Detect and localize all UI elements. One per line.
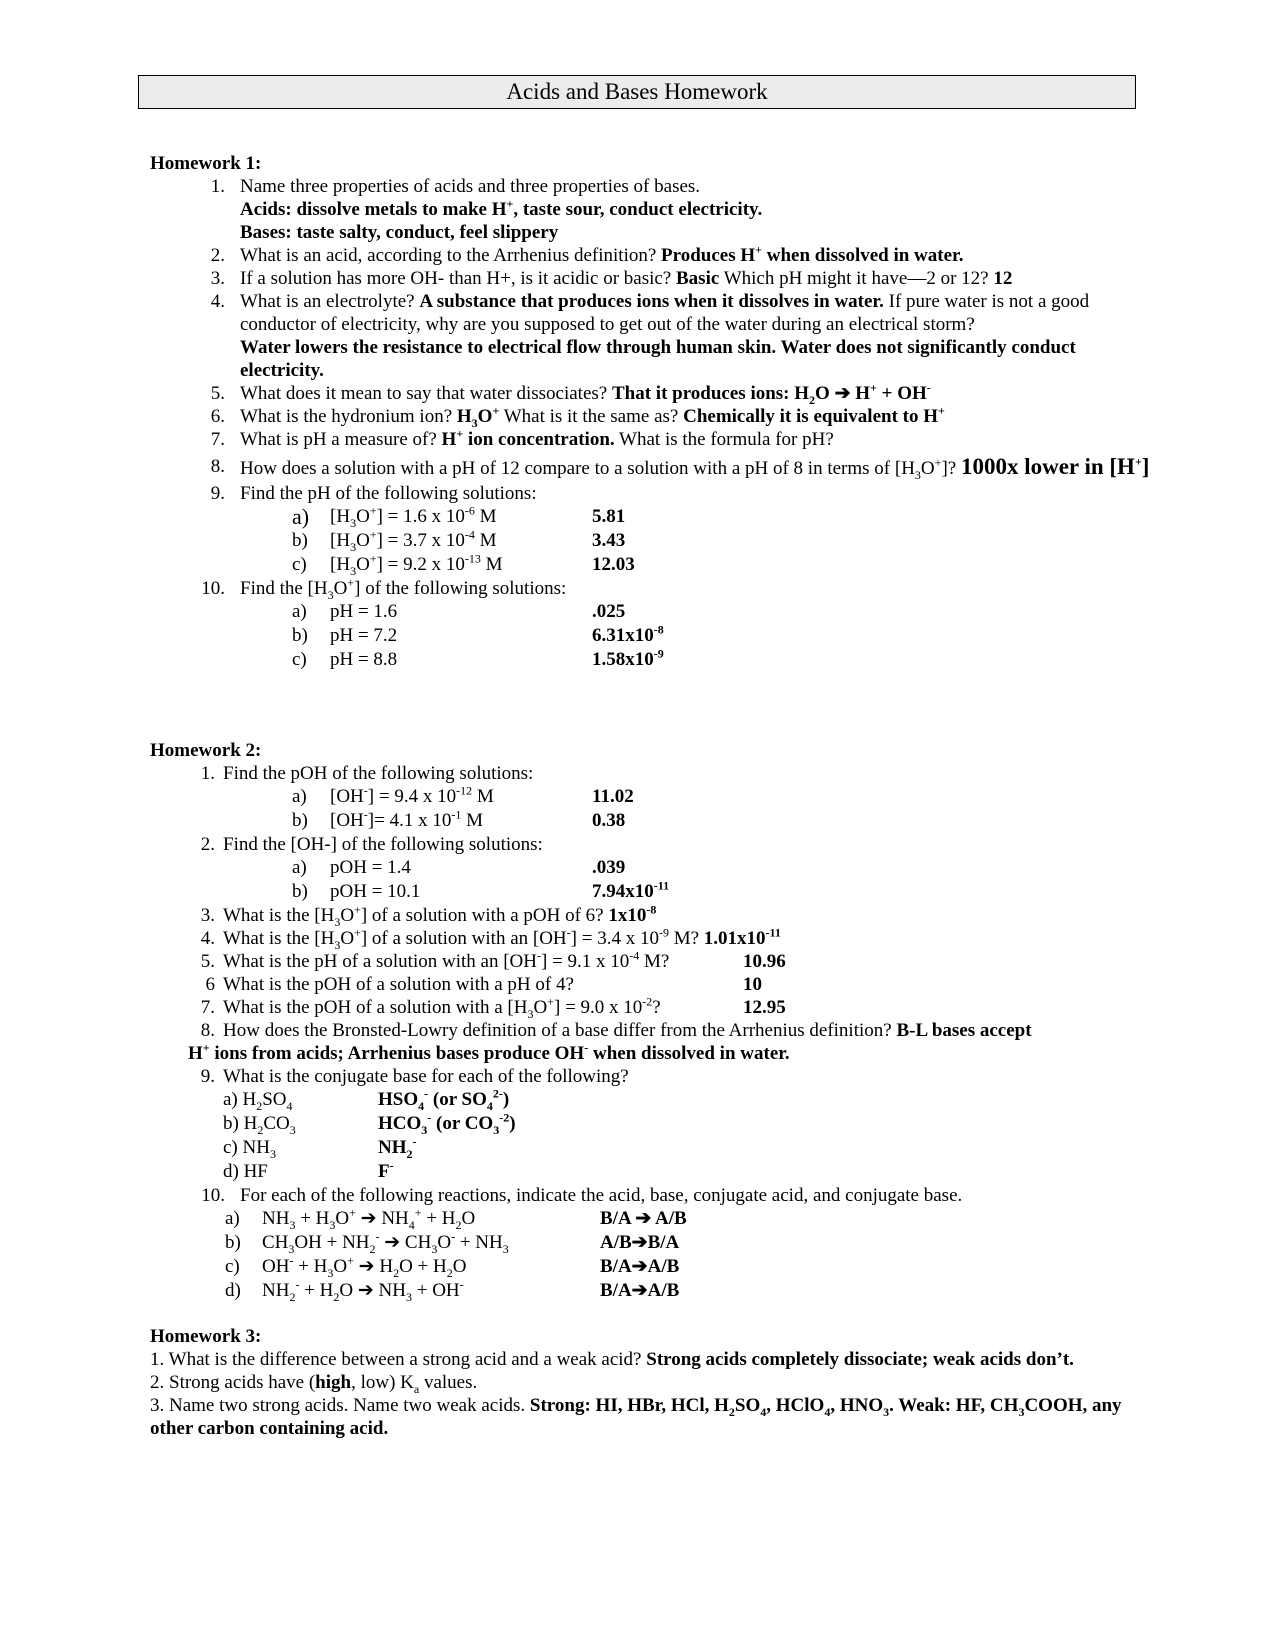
hw1-question-4: 4. What is an electrolyte? A substance that produces ions when it dissolves in water. If pure water is not a good conductor of electricity, why are you supposed to get out of the water during an electrical storm? Water lowers the resistance to electrical flow through human skin. Water does not significantly conduct electricity.: [210, 291, 1090, 381]
homework-1-heading: Homework 1:: [150, 153, 262, 174]
hw2-question-1: 1. Find the pOH of the following solutions:: [200, 763, 534, 784]
hw1-question-7: 7. What is pH a measure of? H+ ion concentration. What is the formula for pH?: [210, 426, 834, 450]
hw1-question-8: 8. How does a solution with a pH of 12 compare to a solution with a pH of 8 in terms of $[H_3O^+]$? 1000x lower in [H+]: [210, 454, 1150, 482]
list-item: b) $H_2CO_3$ $HCO_3^-$ (or $CO_3^{-2}$): [223, 1110, 516, 1137]
page-title: Acids and Bases Homework: [138, 75, 1136, 109]
list-item: a) $NH_3 + H_3O^+$ ➔ $NH_4^+ + H_2O$ B/A ➔ A/B: [225, 1205, 687, 1232]
list-item: a) [OH-] = 9.4 x $10^{-12}$ M 11.02: [292, 783, 634, 807]
list-item: c) $NH_3$ $NH_2^-$: [223, 1134, 417, 1161]
hw2-q10-list: [150, 1207, 1150, 1303]
list-item: b) $[H_3O^+] = 3.7$ x $10^{-4}$ M 3.43: [292, 527, 626, 554]
hw3-question-1: 1. What is the difference between a strong acid and a weak acid? Strong acids completely dissociate; weak acids don’t.: [150, 1349, 1074, 1370]
hw2-q8-answer: H+ ions from acids; Arrhenius bases produce OH- when dissolved in water.: [188, 1040, 790, 1064]
hw2-q1-list: [150, 785, 1150, 833]
hw2-question-6: 6 What is the pOH of a solution with a pH of 4? 10: [205, 974, 762, 995]
list-item: c) $[H_3O^+] = 9.2$ x $10^{-13}$ M 12.03: [292, 551, 635, 578]
hw2-q2-list: [150, 856, 1150, 904]
hw1-question-9: 9. Find the pH of the following solutions:: [210, 483, 537, 504]
hw2-question-4: 4. What is the $[H_3O^+]$ of a solution with an [OH-] = 3.4 x $10^{-9}$ M? $1.01x10^{-11}$: [200, 925, 781, 952]
list-item: b) pH = 7.2 $6.31x10^{-8}$: [292, 622, 664, 646]
hw1-question-3: 3. If a solution has more OH- than H+, is it acidic or basic? Basic Which pH might it have—2 or 12? 12: [210, 268, 1013, 289]
homework-2-heading: Homework 2:: [150, 740, 262, 761]
homework-3-heading: Homework 3:: [150, 1326, 262, 1347]
hw1-question-5: 5. What does it mean to say that water dissociates? That it produces ions: $H_2O$ ➔ H+ + OH-: [210, 380, 931, 407]
hw2-question-3: 3. What is the $[H_3O^+]$ of a solution with a pOH of 6? $1x10^{-8}$: [200, 902, 657, 929]
hw1-question-6: 6. What is the hydronium ion? $H_3O^+$ What is it the same as? Chemically it is equivalent to H+: [210, 403, 945, 430]
list-item: d) HF F-: [223, 1158, 394, 1182]
homework-3-section: [150, 1325, 1150, 1440]
homework-1-section: [150, 152, 1150, 672]
list-item: a) pH = 1.6 .025: [292, 601, 626, 622]
list-item: b) pOH = 10.1 $7.94x10^{-11}$: [292, 878, 670, 902]
hw1-question-1: 1. Name three properties of acids and three properties of bases. Acids: dissolve metals to make H+, taste sour, conduct electricity. Bases: taste salty, conduct, feel slippery: [210, 176, 763, 243]
hw2-question-7: 7. What is the pOH of a solution with a $[H_3O^+] = 9.0$ x $10^{-2}$? 12.95: [200, 994, 786, 1021]
list-item: d) $NH_2^- + H_2O$ ➔ $NH_3 + OH^-$ B/A➔A/B: [225, 1277, 680, 1304]
list-item: c) $OH^- + H_3O^+$ ➔ $H_2O + H_2O$ B/A➔A/B: [225, 1253, 680, 1280]
homework-2-section: [150, 739, 1150, 1303]
hw2-question-5: 5. What is the pH of a solution with an [OH-] = 9.1 x $10^{-4}$ M? 10.96: [200, 948, 786, 972]
hw2-question-10: 10. For each of the following reactions, indicate the acid, base, conjugate acid, and conjugate base.: [201, 1185, 963, 1206]
hw2-question-2: 2. Find the [OH-] of the following solutions:: [200, 834, 543, 855]
hw1-q9-list: [150, 505, 1150, 577]
hw1-question-2: 2. What is an acid, according to the Arrhenius definition? Produces H+ when dissolved in water.: [210, 242, 964, 266]
list-item: a) $H_2SO_4$ $HSO_4^-$ (or $SO_4^{2-}$): [223, 1086, 510, 1113]
list-item: a) $[H_3O^+] = 1.6$ x $10^{-6}$ M 5.81: [292, 503, 626, 530]
hw2-question-8: 8. How does the Bronsted-Lowry definition of a base differ from the Arrhenius definition? B-L bases accept: [200, 1020, 1032, 1041]
list-item: b) [OH-]= 4.1 x $10^{-1}$ M 0.38: [292, 807, 626, 831]
hw3-question-2: 2. Strong acids have (high, low) $K_a$ values.: [150, 1372, 478, 1396]
hw1-q10-list: [150, 600, 1150, 672]
list-item: c) pH = 8.8 $1.58x10^{-9}$: [292, 646, 664, 670]
hw1-question-10: 10. Find the $[H_3O^+]$ of the following solutions:: [201, 575, 567, 602]
list-item: b) $CH_3OH + NH_2^-$ ➔ $CH_3O^- + NH_3$ A/B➔B/A: [225, 1229, 680, 1256]
hw3-question-3: 3. Name two strong acids. Name two weak acids. Strong: HI, HBr, HCl, $H_2SO_4$, HClO$_4$, $HNO_3$. Weak: HF, $CH_3COOH$, any other carbon containing acid.: [150, 1395, 1122, 1439]
hw2-question-9: 9. What is the conjugate base for each of the following?: [200, 1066, 629, 1087]
hw2-q9-list: [150, 1088, 1150, 1184]
list-item: a) pOH = 1.4 .039: [292, 857, 626, 878]
